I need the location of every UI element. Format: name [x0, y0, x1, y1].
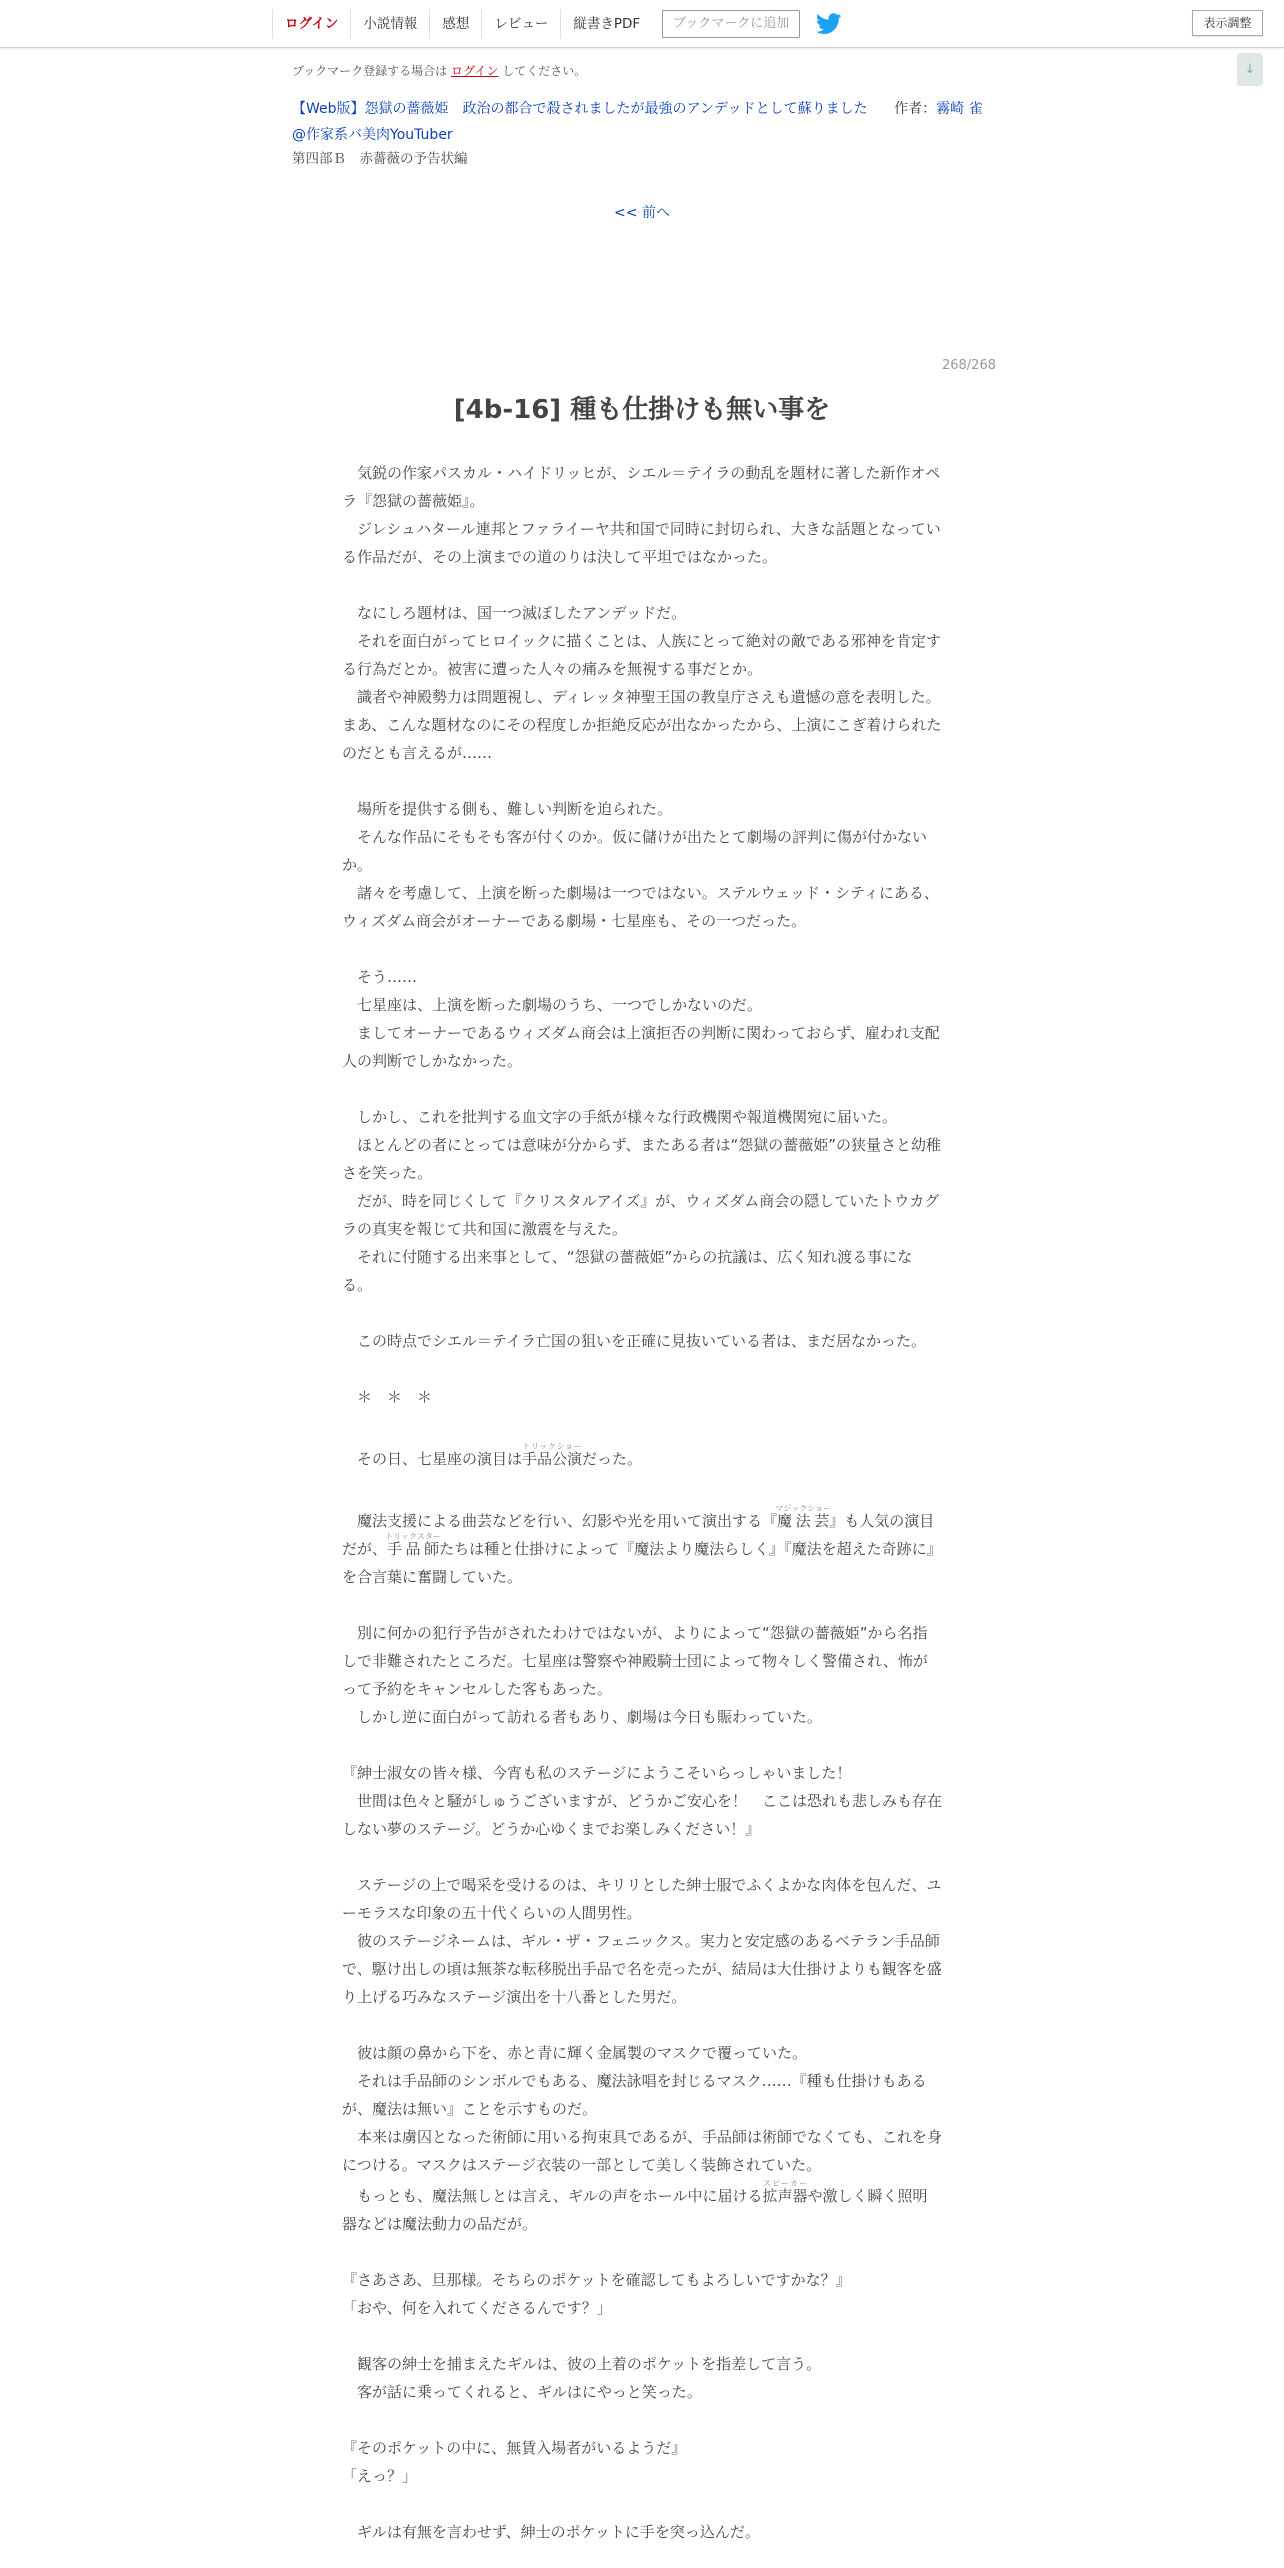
nav-pdf-link[interactable]: 縦書きPDF	[560, 9, 652, 39]
blank-line	[342, 935, 942, 963]
blank-line	[342, 1355, 942, 1383]
body-paragraph	[342, 2179, 942, 2238]
novel-body	[342, 459, 942, 2546]
episode-title: [4b-16] 種も仕掛けも無い事を	[453, 395, 831, 425]
body-paragraph: 客が話に乗ってくれると、ギルはにやっと笑った。	[342, 2383, 702, 2401]
text-fragment: 』も人気の演目だが、	[342, 1512, 935, 1558]
body-paragraph: しかし逆に面白がって訪れる者もあり、劇場は今日も賑わっていた。	[342, 1708, 822, 1726]
body-paragraph: ギルは有無を言わせず、紳士のポケットに手を突っ込んだ。	[342, 2523, 760, 2541]
body-paragraph: 世間は色々と騒がしゅうございますが、どうかご安心を！ ここは恐れも悲しみも存在しない夢のステージ。どうか心ゆくまでお楽しみください！』	[342, 1792, 943, 1838]
text-fragment: 魔法支援による曲芸などを行い、幻影や光を用いて演出する『	[342, 1512, 778, 1530]
blank-line	[342, 2011, 942, 2039]
scene-break: ＊ ＊ ＊	[342, 1388, 433, 1406]
body-paragraph: 彼のステージネームは、ギル・ザ・フェニックス。実力と安定感のあるベテラン手品師で、駆け出しの頃は無茶な転移脱出手品で名を売ったが、結局は大仕掛けよりも観客を盛り上げる巧みなステージ演出を十八番とした男だ。	[342, 1932, 942, 2006]
blank-line	[342, 2322, 942, 2350]
blank-line	[342, 571, 942, 599]
body-paragraph: 場所を提供する側も、難しい判断を迫られた。	[342, 800, 673, 818]
body-paragraph	[342, 1442, 942, 1473]
body-paragraph: それを面白がってヒロイックに描くことは、人族にとって絶対の敵である邪神を肯定する行為だとか。被害に遭った人々の痛みを無視する事だとか。	[342, 632, 941, 678]
ruby-word	[762, 2179, 808, 2205]
ruby-reading: スピーカー	[762, 2179, 808, 2188]
body-paragraph: 諸々を考慮して、上演を断った劇場は一つではない。ステルウェッド・シティにある、ウィズダム商会がオーナーである劇場・七星座も、その一つだった。	[342, 884, 939, 930]
top-bar	[0, 0, 1284, 48]
ruby-base: 手品師	[385, 1540, 441, 1558]
display-adjust-button[interactable]: 表示調整	[1192, 10, 1263, 36]
body-paragraph: 「えっ？」	[342, 2467, 418, 2485]
blank-line	[342, 1843, 942, 1871]
body-paragraph: 「おや、何を入れてくださるんです？」	[342, 2299, 612, 2317]
author-profile-link[interactable]: @作家系バ美肉YouTuber	[292, 127, 453, 143]
nav-review-link[interactable]: レビュー	[481, 9, 560, 39]
bookmark-note-after: してください。	[502, 64, 587, 78]
ruby-reading: マジックショー	[775, 1504, 832, 1513]
body-paragraph: そう……	[342, 968, 418, 986]
blank-line	[342, 1731, 942, 1759]
text-fragment: たちは種と仕掛けによって『魔法より魔法らしく』『魔法を超えた奇跡に』を合言葉に奮闘していた。	[342, 1540, 942, 1586]
body-paragraph: 『そのポケットの中に、無賃入場者がいるようだ』	[342, 2439, 687, 2457]
ruby-base: 魔法芸	[775, 1512, 832, 1530]
nav-login-link[interactable]: ログイン	[272, 9, 350, 39]
body-paragraph: なにしろ題材は、国一つ滅ぼしたアンデッドだ。	[342, 604, 687, 622]
text-fragment: もっとも、魔法無しとは言え、ギルの声をホール中に届ける	[342, 2187, 763, 2205]
scroll-down-icon[interactable]: ↓	[1237, 53, 1263, 86]
bookmark-note	[292, 62, 586, 79]
body-paragraph: 彼は顔の鼻から下を、赤と青に輝く金属製のマスクで覆っていた。	[342, 2044, 808, 2062]
ruby-base: 手品公演	[522, 1450, 583, 1468]
body-paragraph: 『紳士淑女の皆々様、今宵も私のステージにようこそいらっしゃいました！	[342, 1764, 852, 1782]
ruby-word	[522, 1442, 583, 1468]
text-fragment: その日、七星座の演目は	[342, 1450, 523, 1468]
ruby-reading: トリックショー	[522, 1442, 583, 1451]
twitter-icon[interactable]	[816, 13, 842, 35]
blank-line	[342, 1473, 942, 1501]
bookmark-note-login-link[interactable]: ログイン	[451, 64, 499, 78]
blank-line	[342, 1411, 942, 1439]
blank-line	[342, 2406, 942, 2434]
blank-line	[342, 1075, 942, 1103]
bookmark-add-button[interactable]: ブックマークに追加	[662, 10, 800, 38]
page-count: 268/268	[941, 358, 996, 373]
author-name-link[interactable]: 霧崎 雀	[936, 101, 983, 117]
top-nav	[272, 9, 842, 39]
body-paragraph: そんな作品にそもそも客が付くのか。仮に儲けが出たとて劇場の評判に傷が付かないか。	[342, 828, 928, 874]
body-paragraph: 『さあさあ、旦那様。そちらのポケットを確認してもよろしいですかな？』	[342, 2271, 851, 2289]
blank-line	[342, 2490, 942, 2518]
blank-line	[342, 2238, 942, 2266]
body-paragraph: 識者や神殿勢力は問題視し、ディレッタ神聖王国の教皇庁さえも遺憾の意を表明した。まあ、こんな題材なのにその程度しか拒絶反応が出なかったから、上演にこぎ着けられたのだとも言えるが……	[342, 688, 942, 762]
novel-title-link[interactable]: 【Web版】怨獄の薔薇姫 政治の都合で殺されましたが最強のアンデッドとして蘇りました	[292, 101, 868, 117]
body-paragraph	[342, 1504, 942, 1591]
nav-novel-info-link[interactable]: 小説情報	[350, 9, 429, 39]
ruby-word	[775, 1504, 832, 1530]
body-paragraph: しかし、これを批判する血文字の手紙が様々な行政機関や報道機関宛に届いた。	[342, 1108, 898, 1126]
body-paragraph: 観客の紳士を捕まえたギルは、彼の上着のポケットを指差して言う。	[342, 2355, 822, 2373]
body-paragraph: ほとんどの者にとっては意味が分からず、またある者は“怨獄の薔薇姫”の狭量さと幼稚さを笑った。	[342, 1136, 942, 1182]
chapter-title: 第四部Ｂ 赤薔薇の予告状編	[292, 151, 468, 167]
novel-title-row	[292, 98, 983, 118]
blank-line	[342, 1591, 942, 1619]
body-paragraph: ましてオーナーであるウィズダム商会は上演拒否の判断に関わっておらず、雇われ支配人の判断でしかなかった。	[342, 1024, 940, 1070]
body-paragraph: だが、時を同じくして『クリスタルアイズ』が、ウィズダム商会の隠していたトウカグラの真実を報じて共和国に激震を与えた。	[342, 1192, 940, 1238]
body-paragraph: 別に何かの犯行予告がされたわけではないが、よりによって“怨獄の薔薇姫”から名指しで非難されたところだ。七星座は警察や神殿騎士団によって物々しく警備され、怖がって予約をキャンセルした客もあった。	[342, 1624, 928, 1698]
blank-line	[342, 1299, 942, 1327]
body-paragraph: 本来は虜囚となった術師に用いる拘束具であるが、手品師は術師でなくても、これを身につける。マスクはステージ衣装の一部として美しく装飾されていた。	[342, 2128, 943, 2174]
text-fragment: だった。	[582, 1450, 643, 1468]
nav-impressions-link[interactable]: 感想	[429, 9, 481, 39]
prev-page-link[interactable]: << 前へ	[614, 205, 670, 221]
blank-line	[342, 767, 942, 795]
body-paragraph: この時点でシエル＝テイラ亡国の狙いを正確に見抜いている者は、まだ居なかった。	[342, 1332, 926, 1350]
body-paragraph: ステージの上で喝采を受けるのは、キリリとした紳士服でふくよかな肉体を包んだ、ユーモラスな印象の五十代くらいの人間男性。	[342, 1876, 942, 1922]
body-paragraph: 七星座は、上演を断った劇場のうち、一つでしかないのだ。	[342, 996, 763, 1014]
body-paragraph: それは手品師のシンボルでもある、魔法詠唱を封じるマスク……『種も仕掛けもあるが、魔法は無い』ことを示すものだ。	[342, 2072, 927, 2118]
ruby-word	[385, 1532, 441, 1558]
ruby-base: 拡声器	[762, 2187, 808, 2205]
author-label: 作者：	[894, 101, 937, 117]
body-paragraph: それに付随する出来事として、“怨獄の薔薇姫”からの抗議は、広く知れ渡る事になる。	[342, 1248, 913, 1294]
body-paragraph: 気鋭の作家パスカル・ハイドリッヒが、シエル＝テイラの動乱を題材に著した新作オペラ『怨獄の薔薇姫』。	[342, 464, 941, 510]
body-paragraph: ジレシュハタール連邦とファライーヤ共和国で同時に封切られ、大きな話題となっている作品だが、その上演までの道のりは決して平坦ではなかった。	[342, 520, 941, 566]
text-fragment: や激しく瞬く照明器などは魔法動力の品だが。	[342, 2187, 928, 2233]
bookmark-note-before: ブックマーク登録する場合は	[292, 64, 448, 78]
ruby-reading: トリックスター	[385, 1532, 441, 1541]
